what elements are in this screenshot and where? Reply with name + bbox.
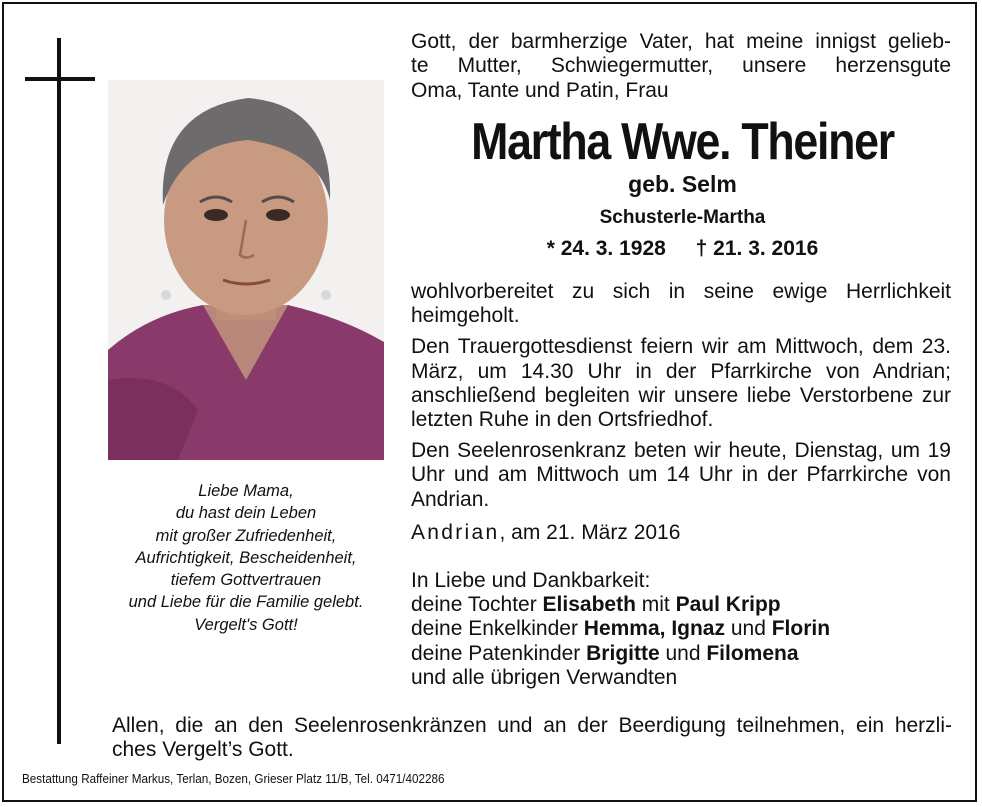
place-date bbox=[411, 520, 951, 546]
poem-line: tiefem Gottvertrauen bbox=[170, 571, 322, 590]
family-heading: In Liebe und Dankbarkeit: bbox=[411, 569, 651, 592]
funeral-home-footer: Bestattung Raffeiner Markus, Terlan, Bozen, Grieser Platz 11/B, Tel. 0471/402286 bbox=[22, 771, 445, 786]
family-relation: deine Enkelkinder bbox=[411, 617, 584, 641]
body-paragraph: wohlvorbereitet zu sich in seine ewige Herrlichkeit heimgeholt. bbox=[411, 280, 951, 328]
closing-thanks bbox=[112, 714, 952, 763]
announcement-body bbox=[411, 280, 951, 519]
intro-line: Gott, der barmherzige Vater, hat meine innigst gelieb- bbox=[411, 30, 951, 53]
family-relation: deine Patenkinder bbox=[411, 641, 587, 665]
family-member: Brigitte bbox=[586, 641, 660, 665]
portrait-illustration bbox=[108, 80, 384, 460]
poem-line: mit großer Zufriedenheit, bbox=[155, 526, 337, 545]
poem bbox=[100, 480, 392, 636]
poem-line: und Liebe für die Familie gelebt. bbox=[128, 593, 364, 612]
place-town: Andrian bbox=[411, 521, 500, 544]
poem-line: Vergelt's Gott! bbox=[194, 615, 298, 634]
birth-name: geb. Selm bbox=[628, 171, 737, 197]
family-connector: und bbox=[725, 617, 772, 641]
closing-line: ches Vergelt’s Gott. bbox=[112, 738, 294, 762]
poem-line: du hast dein Leben bbox=[175, 504, 317, 523]
body-paragraph: Den Seelenrosenkranz beten wir heute, Dienstag, um 19 Uhr und am Mittwoch um 14 Uhr in der Pfarrkirche von Andrian. bbox=[411, 439, 951, 511]
family-row bbox=[411, 617, 951, 641]
family-connector: mit bbox=[635, 593, 676, 617]
poem-line: Liebe Mama, bbox=[198, 482, 294, 500]
family-member: Hemma, Ignaz bbox=[583, 617, 725, 641]
intro-text bbox=[411, 30, 951, 103]
life-dates bbox=[410, 236, 955, 262]
nickname: Schusterle-Martha bbox=[599, 207, 766, 228]
deceased-name: Martha Wwe. Theiner bbox=[471, 113, 894, 171]
cross-icon-vertical bbox=[57, 38, 61, 744]
intro-line: Oma, Tante und Patin, Frau bbox=[411, 78, 669, 102]
family-row: und alle übrigen Verwandten bbox=[411, 665, 678, 689]
family-member: Filomena bbox=[706, 641, 799, 665]
family-member: Elisabeth bbox=[542, 593, 636, 617]
family-member: Florin bbox=[771, 617, 831, 641]
intro-line: te Mutter, Schwiegermutter, unsere herzensgute bbox=[411, 54, 951, 78]
closing-line: Allen, die an den Seelenrosenkränzen und an der Beerdigung teilnehmen, ein herzli- bbox=[112, 714, 952, 737]
family-member: Paul Kripp bbox=[675, 593, 781, 617]
family-list bbox=[411, 569, 951, 690]
place-date-text: , am 21. März 2016 bbox=[499, 521, 681, 544]
family-relation: deine Tochter bbox=[411, 593, 543, 617]
poem-line: Aufrichtigkeit, Bescheidenheit, bbox=[135, 548, 357, 567]
death-date: † 21. 3. 2016 bbox=[695, 237, 819, 260]
portrait-photo bbox=[108, 80, 384, 460]
family-row bbox=[411, 642, 951, 666]
family-row bbox=[411, 593, 951, 617]
family-connector: und bbox=[659, 641, 707, 665]
cross-icon-horizontal bbox=[25, 77, 95, 81]
birth-date: * 24. 3. 1928 bbox=[546, 237, 666, 260]
body-paragraph: Den Trauergottesdienst feiern wir am Mittwoch, dem 23. März, um 14.30 Uhr in der Pfarrkirche von Andrian; anschließend begleiten wir unsere liebe Verstorbene zur letzten Ruhe in den Ortsfriedhof. bbox=[411, 335, 951, 432]
